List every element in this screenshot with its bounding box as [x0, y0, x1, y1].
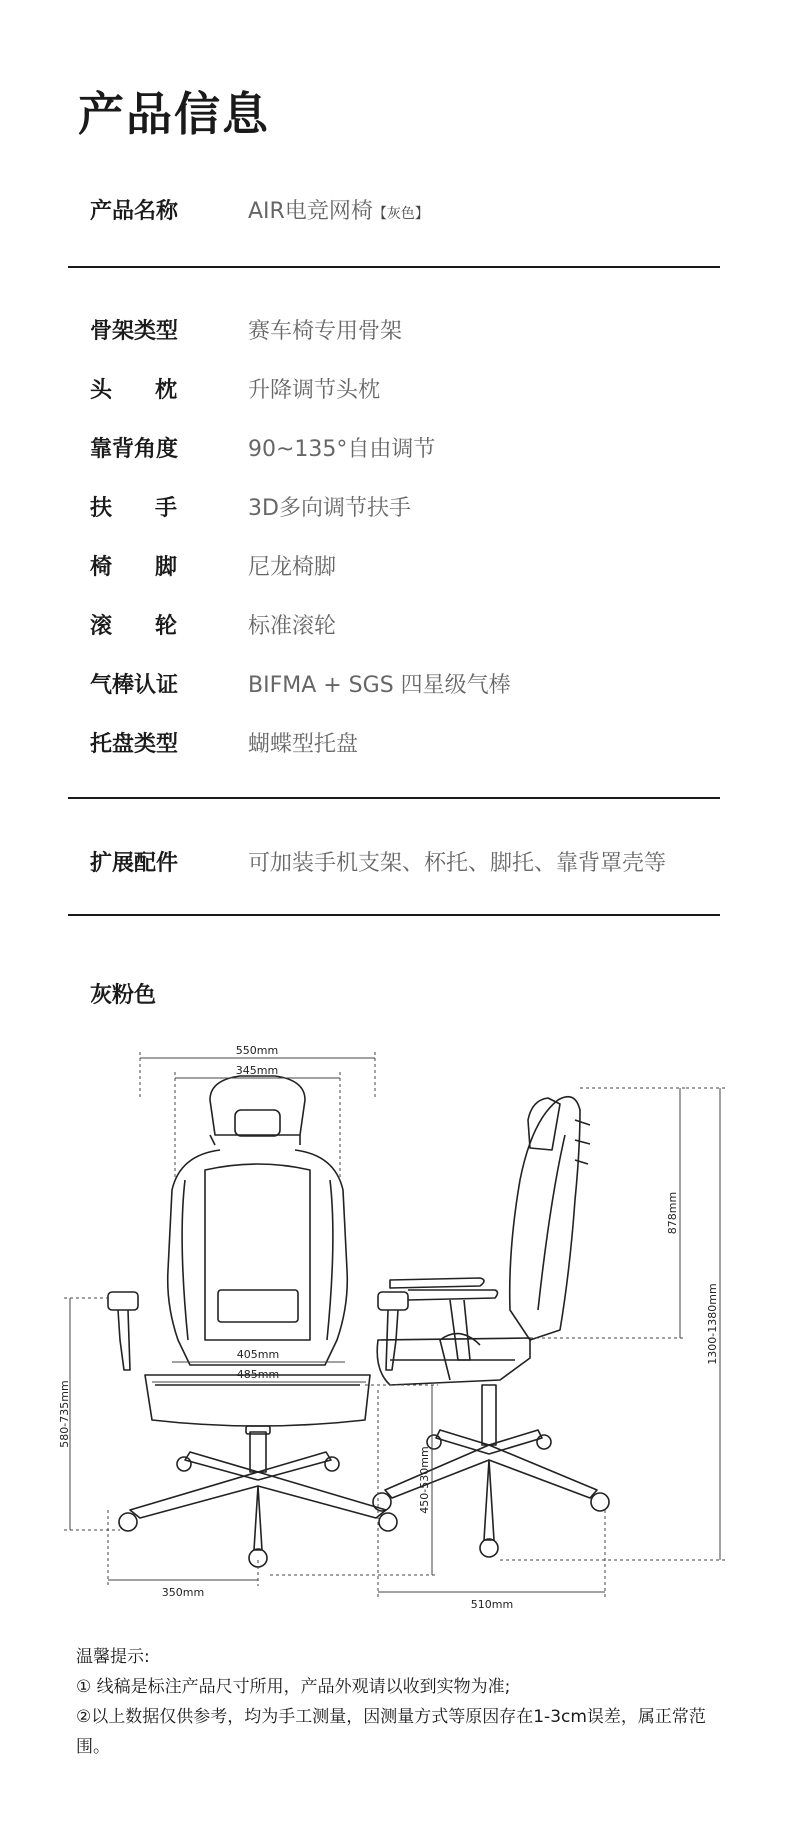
spec-value: 标准滚轮 — [248, 614, 337, 639]
dim-width-total: 550mm — [235, 1044, 279, 1057]
spec-label — [90, 489, 221, 529]
dim-total-height: 1300-1380mm — [706, 1283, 719, 1365]
spec-value: 可加装手机支架、杯托、脚托、靠背罩壳等 — [248, 851, 667, 876]
notes-heading: 温馨提示: — [76, 1647, 150, 1667]
dim-width-back: 345mm — [235, 1064, 279, 1077]
product-name: AIR电竞网椅 — [248, 199, 373, 224]
spec-label: 骨架类型 — [90, 319, 179, 344]
spec-label: 产品名称 — [90, 199, 179, 224]
side-view-chair-drawing — [373, 1097, 609, 1557]
spec-value: 3D多向调节扶手 — [248, 496, 411, 521]
dim-seat-outer: 485mm — [236, 1368, 280, 1381]
spec-value: 赛车椅专用骨架 — [248, 319, 403, 344]
page-title: 产品信息 — [78, 87, 270, 141]
spec-label — [90, 607, 221, 647]
divider — [68, 266, 720, 268]
spec-row-base — [90, 548, 730, 588]
chair-dimension-diagram — [60, 1040, 740, 1620]
spec-label — [90, 371, 221, 411]
spec-label-text: 扶手 — [90, 496, 221, 521]
color-name: 灰粉色 — [90, 983, 157, 1008]
front-view-chair-drawing — [108, 1076, 408, 1567]
product-color-tag: 【灰色】 — [372, 206, 429, 222]
dim-seat-inner: 405mm — [236, 1348, 280, 1361]
spec-row-armrest — [90, 489, 730, 529]
spec-label — [90, 548, 221, 588]
dim-base-half: 350mm — [161, 1586, 205, 1599]
spec-value: 蝴蝶型托盘 — [248, 732, 359, 757]
dim-armrest-height: 580-735mm — [58, 1380, 71, 1448]
divider — [68, 914, 720, 916]
spec-label-text: 头枕 — [90, 378, 221, 403]
spec-value: 尼龙椅脚 — [248, 555, 337, 580]
note-item: ① 线稿是标注产品尺寸所用，产品外观请以收到实物为准; — [76, 1677, 511, 1697]
spec-label: 靠背角度 — [90, 437, 179, 462]
note-item: ②以上数据仅供参考，均为手工测量，因测量方式等原因存在1-3cm误差，属正常范围。 — [76, 1707, 706, 1757]
spec-label-text: 椅脚 — [90, 555, 221, 580]
divider — [68, 797, 720, 799]
spec-value: BIFMA + SGS 四星级气棒 — [248, 673, 511, 698]
spec-row-recline — [90, 430, 730, 470]
dim-back-height: 878mm — [666, 1191, 679, 1235]
notes-section — [76, 1642, 726, 1762]
spec-row-product-name — [90, 192, 730, 232]
spec-row-headrest — [90, 371, 730, 411]
spec-value: 90~135°自由调节 — [248, 437, 436, 462]
dim-seat-height: 450-530mm — [418, 1446, 431, 1514]
spec-label: 扩展配件 — [90, 851, 179, 876]
spec-label: 托盘类型 — [90, 732, 179, 757]
spec-row-casters — [90, 607, 730, 647]
spec-label-text: 滚轮 — [90, 614, 221, 639]
spec-row-frame — [90, 312, 730, 352]
dim-depth: 510mm — [470, 1598, 514, 1611]
spec-label: 气棒认证 — [90, 673, 179, 698]
spec-row-gas-lift — [90, 666, 730, 706]
spec-value — [248, 192, 429, 234]
spec-row-tray — [90, 725, 730, 765]
spec-value: 升降调节头枕 — [248, 378, 381, 403]
spec-row-accessories — [90, 844, 730, 884]
